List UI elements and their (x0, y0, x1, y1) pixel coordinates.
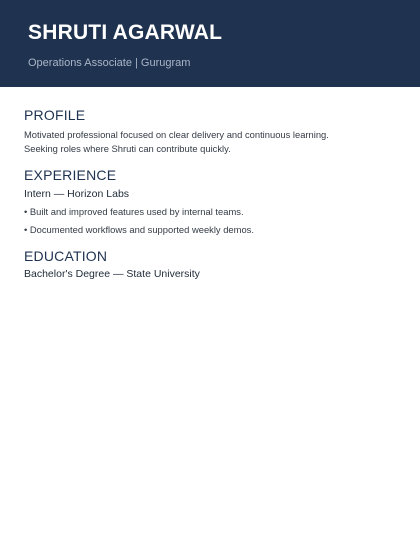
resume-body (0, 87, 420, 281)
profile-line-2: Seeking roles where Shruti can contribute quickly. (24, 143, 231, 154)
profile-heading: PROFILE (24, 107, 86, 123)
experience-bullet: • Built and improved features used by internal teams. (24, 206, 244, 217)
experience-section (24, 166, 396, 237)
profile-summary (24, 128, 396, 156)
resume-header (0, 0, 420, 87)
education-section (24, 247, 396, 281)
education-heading: EDUCATION (24, 248, 108, 264)
experience-heading: EXPERIENCE (24, 167, 117, 183)
experience-role: Intern — Horizon Labs (24, 188, 130, 200)
candidate-name: SHRUTI AGARWAL (28, 21, 223, 44)
profile-line-1: Motivated professional focused on clear delivery and continuous learning. (24, 129, 329, 140)
experience-bullet: • Documented workflows and supported weekly demos. (24, 224, 254, 235)
education-degree: Bachelor's Degree — State University (24, 268, 200, 280)
candidate-subtitle: Operations Associate | Gurugram (28, 57, 191, 69)
profile-section (24, 106, 396, 156)
